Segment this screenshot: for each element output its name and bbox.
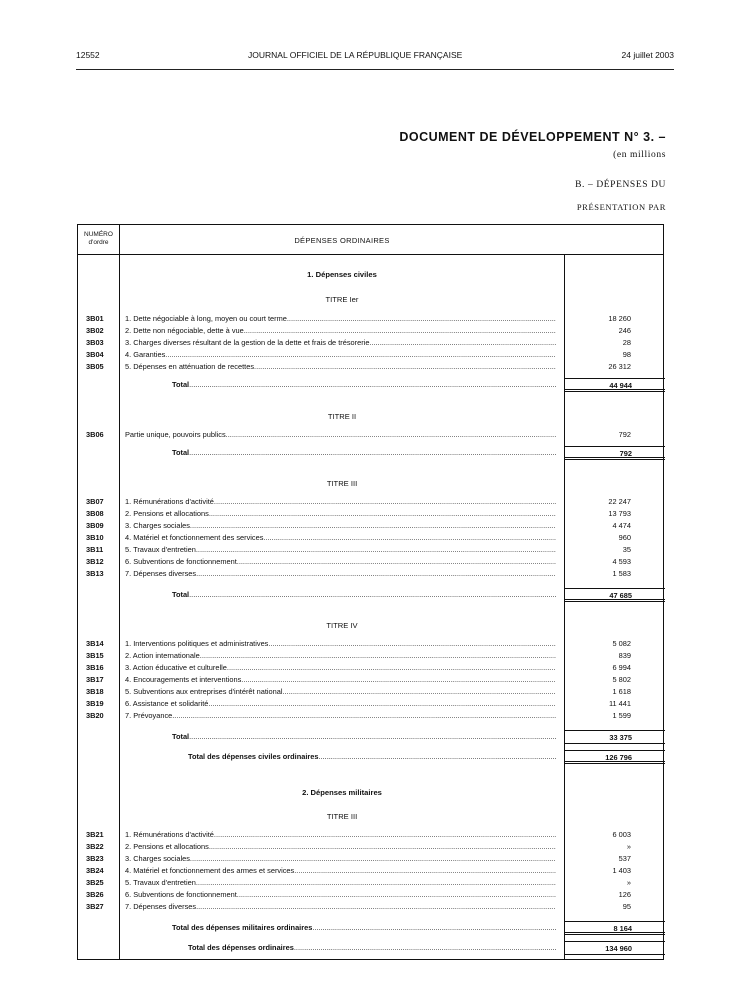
row-label: 2. Pensions et allocations ..... — [125, 508, 556, 520]
table-row — [78, 361, 665, 373]
row-label: Partie unique, pouvoirs publics ..... — [125, 429, 556, 441]
table-row — [78, 568, 665, 580]
table-row — [78, 638, 665, 650]
table-row — [78, 650, 665, 662]
table-row — [78, 496, 665, 508]
row-label: 6. Subventions de fonctionnement ..... — [125, 556, 556, 568]
row-label: 1. Rémunérations d'activité ..... — [125, 496, 556, 508]
titre-heading: TITRE IV — [326, 621, 358, 630]
row-value: 1 599 — [612, 711, 631, 720]
table-row — [78, 853, 665, 865]
row-code: 3B14 — [86, 639, 104, 648]
header-divider — [78, 254, 663, 255]
row-label: 3. Action éducative et culturelle ..... — [125, 662, 556, 674]
row-code: 3B16 — [86, 663, 104, 672]
table-row — [78, 532, 665, 544]
table-row — [78, 508, 665, 520]
row-label: 7. Dépenses diverses ..... — [125, 568, 556, 580]
subtotal-box — [564, 378, 665, 392]
journal-title: JOURNAL OFFICIEL DE LA RÉPUBLIQUE FRANÇAISE — [248, 50, 463, 60]
grand-total-row — [78, 750, 665, 764]
row-label: 5. Travaux d'entretien ..... — [125, 544, 556, 556]
row-value: 13 793 — [608, 509, 631, 518]
military-total-value: 8 164 — [613, 924, 632, 933]
subtotal-value: 792 — [619, 449, 632, 458]
row-label: 1. Interventions politiques et administratives ..... — [125, 638, 556, 650]
table-row — [78, 520, 665, 532]
row-code: 3B03 — [86, 338, 104, 347]
row-code: 3B05 — [86, 362, 104, 371]
column-header-depenses: DÉPENSES ORDINAIRES — [294, 236, 390, 245]
row-value: 839 — [618, 651, 631, 660]
row-label: 7. Prévoyance ..... — [125, 710, 556, 722]
table-row — [78, 662, 665, 674]
row-value: 1 403 — [612, 866, 631, 875]
row-code: 3B21 — [86, 830, 104, 839]
row-value: 28 — [622, 338, 631, 347]
final-total-label: Total des dépenses ordinaires ..... — [188, 941, 556, 955]
subtotal-label: Total ..... — [172, 588, 556, 602]
row-code: 3B08 — [86, 509, 104, 518]
row-value: 5 082 — [612, 639, 631, 648]
row-code: 3B18 — [86, 687, 104, 696]
row-label: 4. Matériel et fonctionnement des services ..... — [125, 532, 556, 544]
row-label: 5. Subventions aux entreprises d'intérêt national ..... — [125, 686, 556, 698]
header-rule — [76, 69, 674, 70]
row-label: 4. Garanties ..... — [125, 349, 556, 361]
final-total-box — [564, 941, 665, 955]
row-value: 5 802 — [612, 675, 631, 684]
subtotal-box — [564, 446, 665, 460]
row-value: 246 — [618, 326, 631, 335]
table-row — [78, 901, 665, 913]
table-row — [78, 710, 665, 722]
row-value: 1 618 — [612, 687, 631, 696]
table-row — [78, 556, 665, 568]
row-code: 3B19 — [86, 699, 104, 708]
subtotal-box — [564, 730, 665, 744]
unit-note: (en millions — [613, 150, 666, 160]
titre-heading: TITRE Ier — [325, 295, 359, 304]
subtotal-value: 33 375 — [609, 733, 632, 742]
row-code: 3B06 — [86, 430, 104, 439]
row-code: 3B24 — [86, 866, 104, 875]
document-title: DOCUMENT DE DÉVELOPPEMENT N° 3. – — [399, 130, 666, 144]
row-value: 4 474 — [612, 521, 631, 530]
subtotal-row — [78, 378, 665, 392]
table-row — [78, 674, 665, 686]
row-label: 2. Action internationale ..... — [125, 650, 556, 662]
row-value: 22 247 — [608, 497, 631, 506]
row-label: 4. Matériel et fonctionnement des armes et services ..... — [125, 865, 556, 877]
row-value: 960 — [618, 533, 631, 542]
row-label: 3. Charges sociales ..... — [125, 853, 556, 865]
row-value: 1 583 — [612, 569, 631, 578]
presentation-title: PRÉSENTATION PAR — [576, 202, 666, 212]
row-code: 3B17 — [86, 675, 104, 684]
section-title: B. – DÉPENSES DU — [575, 180, 666, 190]
row-value: » — [626, 842, 631, 851]
subtotal-row — [78, 446, 665, 460]
table-row — [78, 877, 665, 889]
grand-total-value: 126 796 — [605, 753, 632, 762]
page-number: 12552 — [76, 50, 100, 60]
row-value: 18 260 — [608, 314, 631, 323]
subtotal-value: 44 944 — [609, 381, 632, 390]
subtotal-box — [564, 588, 665, 602]
row-code: 3B27 — [86, 902, 104, 911]
subtotal-label: Total ..... — [172, 446, 556, 460]
titre-heading: TITRE III — [326, 479, 358, 488]
section-heading: 2. Dépenses militaires — [302, 788, 382, 797]
row-label: 6. Assistance et solidarité ..... — [125, 698, 556, 710]
row-label: 1. Rémunérations d'activité ..... — [125, 829, 556, 841]
row-code: 3B22 — [86, 842, 104, 851]
row-value: 98 — [622, 350, 631, 359]
row-code: 3B23 — [86, 854, 104, 863]
expenses-table — [77, 224, 664, 960]
military-total-row — [78, 921, 665, 935]
titre-heading: TITRE II — [327, 412, 357, 421]
row-code: 3B20 — [86, 711, 104, 720]
row-code: 3B02 — [86, 326, 104, 335]
table-row — [78, 544, 665, 556]
row-value: 26 312 — [608, 362, 631, 371]
row-value: 35 — [622, 545, 631, 554]
row-value: 4 593 — [612, 557, 631, 566]
final-total-value: 134 960 — [605, 944, 632, 953]
column-header-number: NUMÉRO d'ordre — [84, 231, 113, 246]
row-label: 4. Encouragements et interventions ..... — [125, 674, 556, 686]
final-total-row — [78, 941, 665, 955]
titre-heading: TITRE III — [326, 812, 358, 821]
publication-date: 24 juillet 2003 — [621, 50, 674, 60]
row-code: 3B11 — [86, 545, 104, 554]
row-code: 3B12 — [86, 557, 104, 566]
row-label: 7. Dépenses diverses ..... — [125, 901, 556, 913]
row-code: 3B26 — [86, 890, 104, 899]
section-heading: 1. Dépenses civiles — [307, 270, 377, 279]
table-row — [78, 337, 665, 349]
subtotal-label: Total ..... — [172, 730, 556, 744]
table-row — [78, 841, 665, 853]
row-value: 6 994 — [612, 663, 631, 672]
subtotal-value: 47 685 — [609, 591, 632, 600]
military-total-label: Total des dépenses militaires ordinaires ..... — [172, 921, 556, 935]
table-row — [78, 325, 665, 337]
table-row — [78, 686, 665, 698]
row-label: 1. Dette négociable à long, moyen ou court terme ..... — [125, 313, 556, 325]
row-value: 792 — [618, 430, 631, 439]
row-label: 3. Charges sociales ..... — [125, 520, 556, 532]
row-value: 537 — [618, 854, 631, 863]
row-value: 95 — [622, 902, 631, 911]
table-row — [78, 829, 665, 841]
row-code: 3B01 — [86, 314, 104, 323]
row-code: 3B04 — [86, 350, 104, 359]
table-row — [78, 865, 665, 877]
table-row — [78, 349, 665, 361]
row-code: 3B09 — [86, 521, 104, 530]
row-label: 2. Dette non négociable, dette à vue ..... — [125, 325, 556, 337]
row-value: 11 441 — [608, 699, 631, 708]
table-row — [78, 698, 665, 710]
row-value: 126 — [618, 890, 631, 899]
table-row — [78, 429, 665, 441]
grand-total-box — [564, 750, 665, 764]
table-row — [78, 889, 665, 901]
row-code: 3B25 — [86, 878, 104, 887]
grand-total-label: Total des dépenses civiles ordinaires ..... — [188, 750, 556, 764]
row-label: 5. Dépenses en atténuation de recettes ..... — [125, 361, 556, 373]
row-label: 3. Charges diverses résultant de la gestion de la dette et frais de trésorerie ..... — [125, 337, 556, 349]
subtotal-label: Total ..... — [172, 378, 556, 392]
table-row — [78, 313, 665, 325]
military-total-box — [564, 921, 665, 935]
row-label: 6. Subventions de fonctionnement ..... — [125, 889, 556, 901]
row-code: 3B10 — [86, 533, 104, 542]
row-value: 6 003 — [612, 830, 631, 839]
subtotal-row — [78, 730, 665, 744]
row-label: 5. Travaux d'entretien ..... — [125, 877, 556, 889]
row-label: 2. Pensions et allocations ..... — [125, 841, 556, 853]
row-value: » — [626, 878, 631, 887]
row-code: 3B13 — [86, 569, 104, 578]
subtotal-row — [78, 588, 665, 602]
row-code: 3B07 — [86, 497, 104, 506]
row-code: 3B15 — [86, 651, 104, 660]
